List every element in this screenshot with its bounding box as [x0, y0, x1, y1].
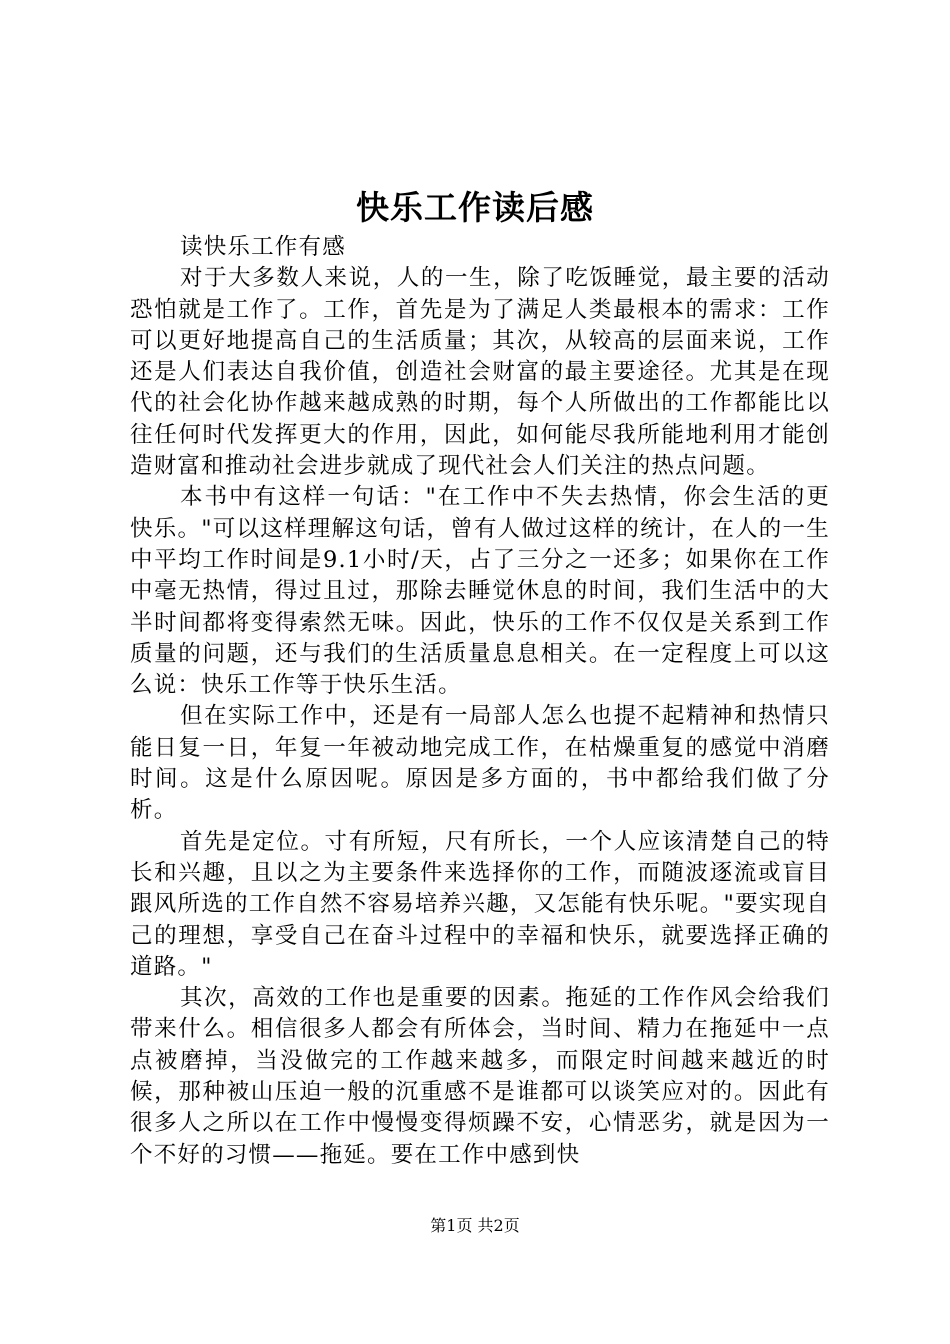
- page-number-footer: 第1页 共2页: [430, 1216, 520, 1235]
- paragraph: 本书中有这样一句话："在工作中不失去热情，你会生活的更快乐。"可以这样理解这句话，曾有人做过这样的统计，在人的一生中平均工作时间是9.1小时/天，占了三分之一还多；如果你在工作中毫无热情，得过且过，那除去睡觉休息的时间，我们生活中的大半时间都将变得索然无味。因此，快乐的工作不仅仅是关系到工作质量的问题，还与我们的生活质量息息相关。在一定程度上可以这么说：快乐工作等于快乐生活。: [130, 484, 830, 699]
- paragraph: 对于大多数人来说，人的一生，除了吃饭睡觉，最主要的活动恐怕就是工作了。工作，首先是为了满足人类最根本的需求：工作可以更好地提高自己的生活质量；其次，从较高的层面来说，工作还是人们表达自我价值，创造社会财富的最主要途径。尤其是在现代的社会化协作越来越成熟的时期，每个人所做出的工作都能比以往任何时代发挥更大的作用，因此，如何能尽我所能地利用才能创造财富和推动社会进步就成了现代社会人们关注的热点问题。: [130, 265, 830, 480]
- paragraph: 其次，高效的工作也是重要的因素。拖延的工作作风会给我们带来什么。相信很多人都会有所体会，当时间、精力在拖延中一点点被磨掉，当没做完的工作越来越多，而限定时间越来越近的时候，那种被山压迫一般的沉重感不是谁都可以谈笑应对的。因此有很多人之所以在工作中慢慢变得烦躁不安，心情恶劣，就是因为一个不好的习惯——拖延。要在工作中感到快: [130, 985, 830, 1168]
- document-body: [130, 232, 830, 1171]
- document-title: 快乐工作读后感: [356, 188, 594, 227]
- paragraph-subtitle: 读快乐工作有感: [180, 234, 346, 260]
- paragraph: 首先是定位。寸有所短，尺有所长，一个人应该清楚自己的特长和兴趣，且以之为主要条件来选择你的工作，而随波逐流或盲目跟风所选的工作自然不容易培养兴趣，又怎能有快乐呢。"要实现自己的理想，享受自己在奋斗过程中的幸福和快乐，就要选择正确的道路。": [130, 828, 830, 980]
- paragraph: 但在实际工作中，还是有一局部人怎么也提不起精神和热情只能日复一日，年复一年被动地完成工作，在枯燥重复的感觉中消磨时间。这是什么原因呢。原因是多方面的，书中都给我们做了分析。: [130, 703, 830, 824]
